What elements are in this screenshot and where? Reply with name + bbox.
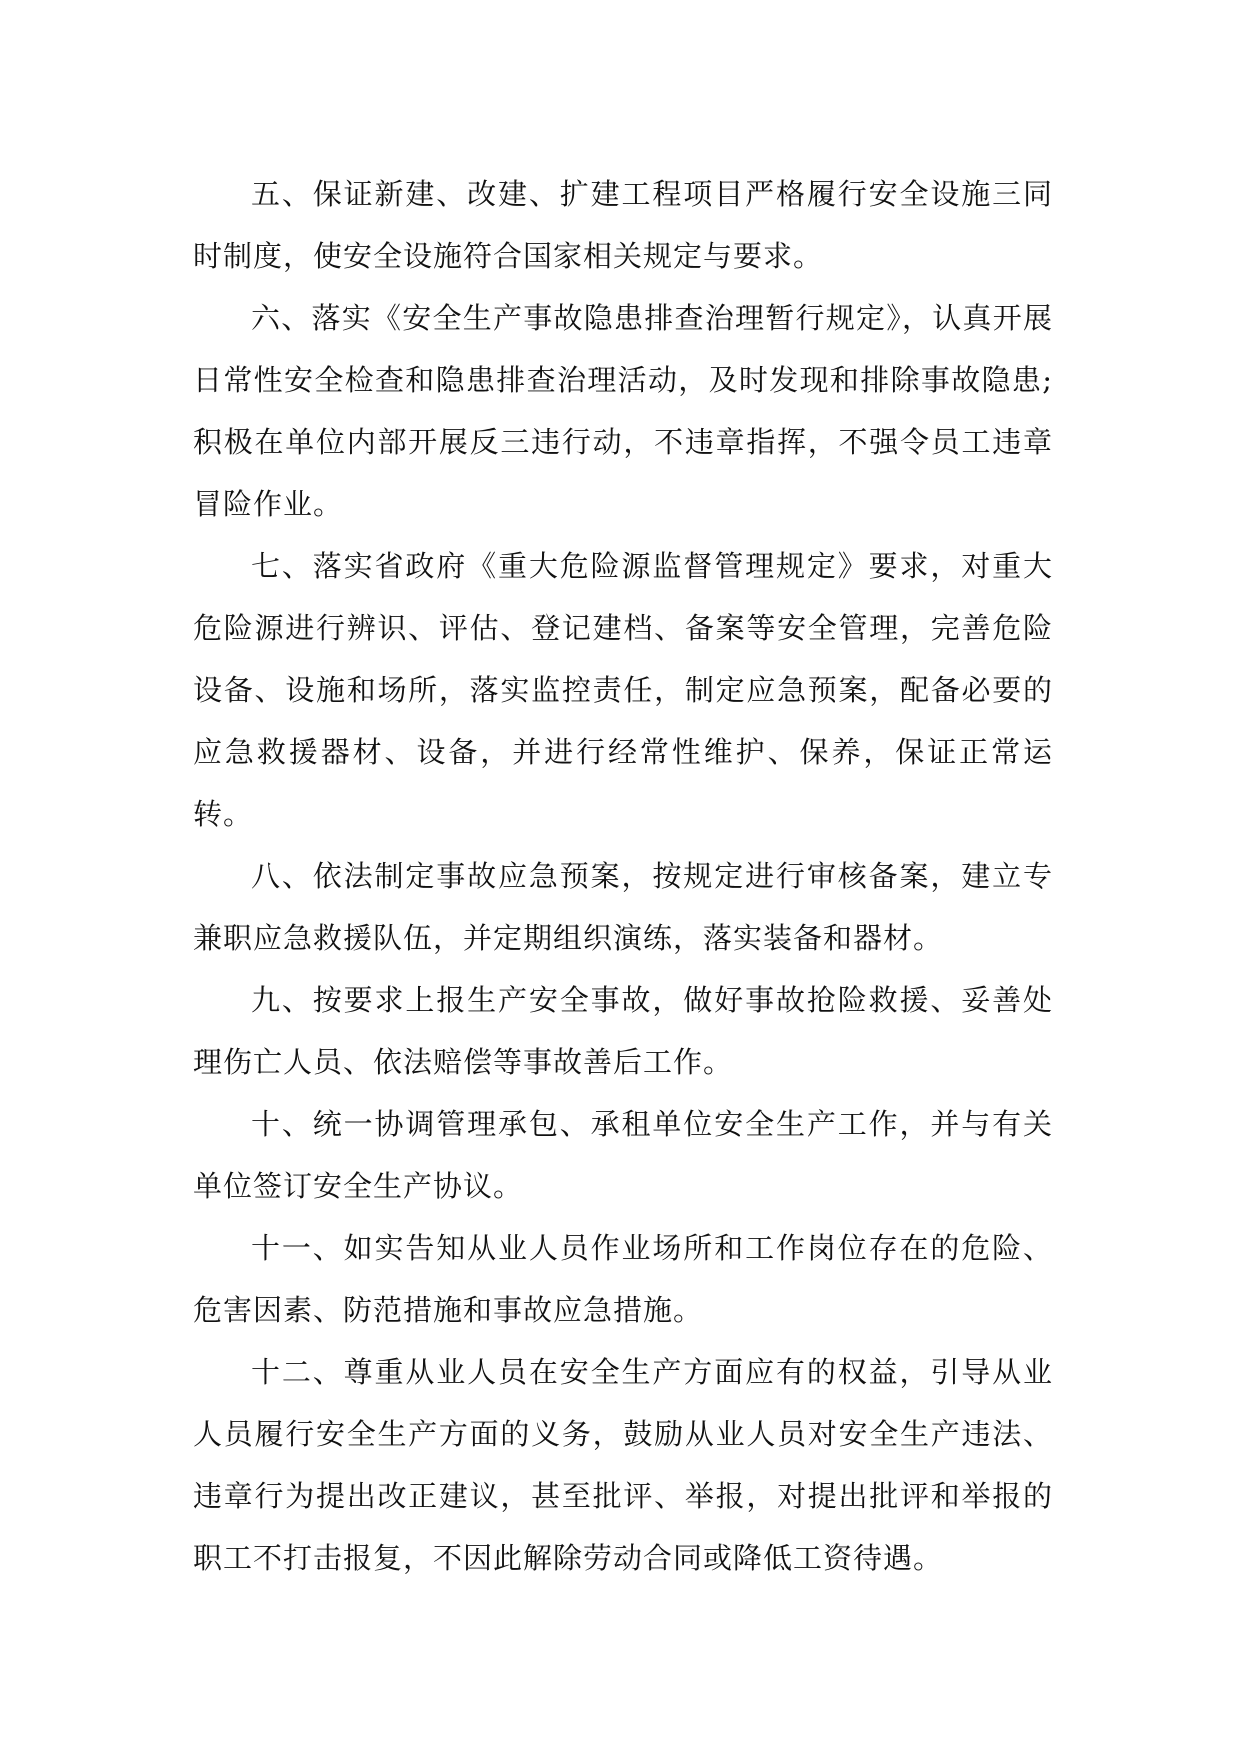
paragraph-item-9: 九、按要求上报生产安全事故，做好事故抢险救援、妥善处理伤亡人员、依法赔偿等事故善后工作。 — [193, 983, 1053, 1079]
paragraph-item-8: 八、依法制定事故应急预案，按规定进行审核备案，建立专兼职应急救援队伍，并定期组织演练，落实装备和器材。 — [193, 859, 1053, 955]
document-body — [193, 163, 1053, 1589]
paragraph-item-7: 七、落实省政府《重大危险源监督管理规定》要求，对重大危险源进行辨识、评估、登记建档、备案等安全管理，完善危险设备、设施和场所，落实监控责任，制定应急预案，配备必要的应急救援器材、设备，并进行经常性维护、保养，保证正常运转。 — [193, 549, 1053, 831]
paragraph-item-6: 六、落实《安全生产事故隐患排查治理暂行规定》，认真开展日常性安全检查和隐患排查治理活动，及时发现和排除事故隐患;积极在单位内部开展反三违行动，不违章指挥，不强令员工违章冒险作业。 — [193, 301, 1053, 521]
paragraph-item-11: 十一、如实告知从业人员作业场所和工作岗位存在的危险、危害因素、防范措施和事故应急措施。 — [193, 1231, 1053, 1327]
paragraph-item-12: 十二、尊重从业人员在安全生产方面应有的权益，引导从业人员履行安全生产方面的义务，鼓励从业人员对安全生产违法、违章行为提出改正建议，甚至批评、举报，对提出批评和举报的职工不打击报复，不因此解除劳动合同或降低工资待遇。 — [193, 1355, 1053, 1575]
paragraph-item-5: 五、保证新建、改建、扩建工程项目严格履行安全设施三同时制度，使安全设施符合国家相关规定与要求。 — [193, 177, 1053, 273]
paragraph-item-10: 十、统一协调管理承包、承租单位安全生产工作，并与有关单位签订安全生产协议。 — [193, 1107, 1053, 1203]
